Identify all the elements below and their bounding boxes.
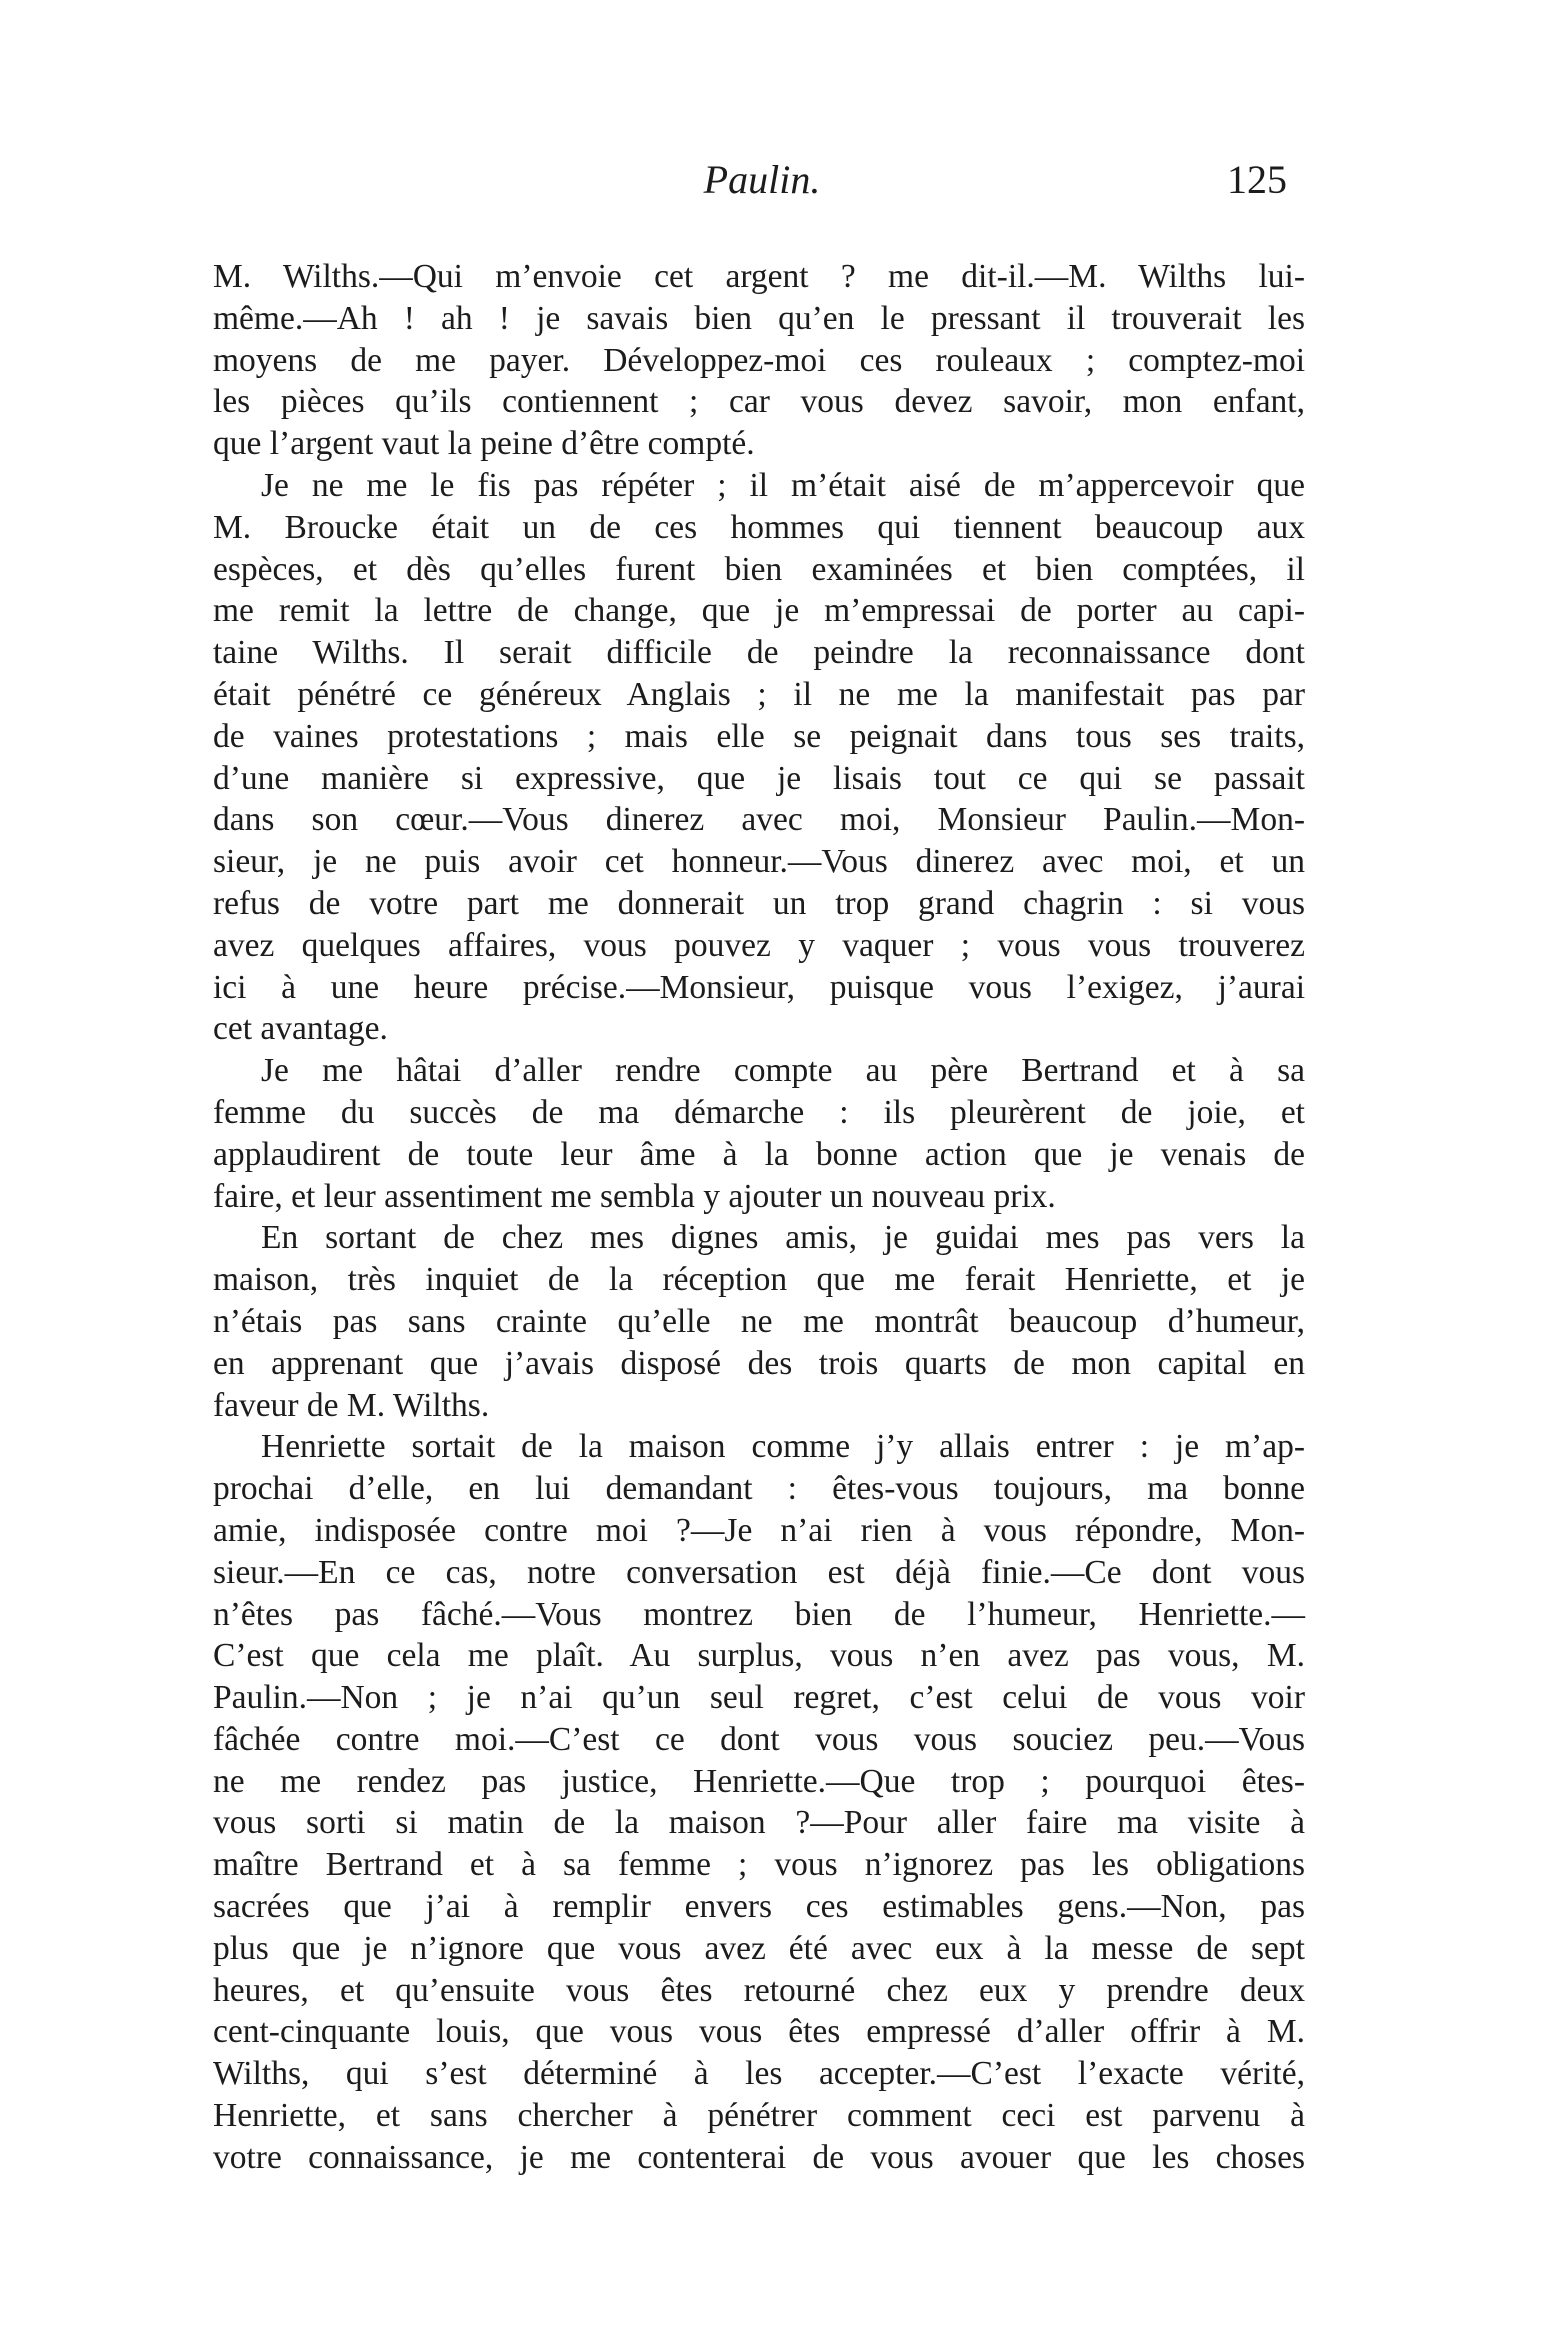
text-line: maître Bertrand et à sa femme ; vous n’ignorez pas les obligations (213, 1846, 1305, 1884)
text-line: vous sorti si matin de la maison ?—Pour aller faire ma visite à (213, 1804, 1305, 1842)
text-line: prochai d’elle, en lui demandant : êtes-vous toujours, ma bonne (213, 1470, 1305, 1508)
text-line: moyens de me payer. Développez-moi ces rouleaux ; comptez-moi (213, 341, 1305, 379)
text-line: M. Wilths.—Qui m’envoie cet argent ? me dit-il.—M. Wilths lui- (213, 258, 1305, 295)
text-line: faveur de M. Wilths. (213, 1386, 490, 1424)
text-line: plus que je n’ignore que vous avez été avec eux à la messe de sept (213, 1929, 1305, 1967)
text-line: Je me hâtai d’aller rendre compte au père Bertrand et à sa (261, 1052, 1305, 1090)
text-line: n’êtes pas fâché.—Vous montrez bien de l’humeur, Henriette.— (213, 1595, 1305, 1633)
text-line: applaudirent de toute leur âme à la bonne action que je venais de (213, 1135, 1305, 1173)
text-line: sacrées que j’ai à remplir envers ces estimables gens.—Non, pas (213, 1888, 1305, 1926)
text-line: les pièces qu’ils contiennent ; car vous devez savoir, mon enfant, (213, 383, 1305, 421)
text-line: votre connaissance, je me contenterai de vous avouer que les choses (213, 2138, 1305, 2176)
text-line: sieur.—En ce cas, notre conversation est déjà finie.—Ce dont vous (213, 1553, 1305, 1591)
text-line: Henriette sortait de la maison comme j’y allais entrer : je m’ap- (261, 1428, 1305, 1466)
text-line: me remit la lettre de change, que je m’empressai de porter au capi- (213, 592, 1305, 630)
text-line: amie, indisposée contre moi ?—Je n’ai rien à vous répondre, Mon- (213, 1511, 1305, 1549)
text-line: heures, et qu’ensuite vous êtes retourné chez eux y prendre deux (213, 1971, 1305, 2009)
text-line: en apprenant que j’avais disposé des trois quarts de mon capital en (213, 1344, 1305, 1382)
text-line: fâchée contre moi.—C’est ce dont vous vous souciez peu.—Vous (213, 1720, 1305, 1758)
running-title: Paulin. (703, 157, 821, 202)
text-line: cet avantage. (213, 1010, 388, 1048)
body-text (213, 256, 1305, 2179)
text-line: espèces, et dès qu’elles furent bien examinées et bien comptées, il (213, 550, 1305, 588)
text-line: même.—Ah ! ah ! je savais bien qu’en le pressant il trouverait les (213, 299, 1305, 337)
text-line: maison, très inquiet de la réception que me ferait Henriette, et je (213, 1261, 1305, 1299)
running-head (237, 150, 1287, 210)
text-line: dans son cœur.—Vous dinerez avec moi, Monsieur Paulin.—Mon- (213, 801, 1305, 839)
text-line: avez quelques affaires, vous pouvez y vaquer ; vous vous trouverez (213, 926, 1305, 964)
text-line: C’est que cela me plaît. Au surplus, vous n’en avez pas vous, M. (213, 1637, 1305, 1675)
text-line: Wilths, qui s’est déterminé à les accepter.—C’est l’exacte vérité, (213, 2055, 1305, 2093)
text-line: ne me rendez pas justice, Henriette.—Que trop ; pourquoi êtes- (213, 1762, 1305, 1800)
text-line: de vaines protestations ; mais elle se peignait dans tous ses traits, (213, 717, 1305, 755)
text-line: M. Broucke était un de ces hommes qui tiennent beaucoup aux (213, 508, 1305, 546)
text-line: Paulin.—Non ; je n’ai qu’un seul regret, c’est celui de vous voir (213, 1679, 1305, 1717)
text-line: ici à une heure précise.—Monsieur, puisque vous l’exigez, j’aurai (213, 968, 1305, 1006)
text-line: que l’argent vaut la peine d’être compté. (213, 425, 755, 463)
text-line: femme du succès de ma démarche : ils pleurèrent de joie, et (213, 1093, 1305, 1131)
text-line: faire, et leur assentiment me sembla y ajouter un nouveau prix. (213, 1177, 1056, 1215)
text-line: Henriette, et sans chercher à pénétrer comment ceci est parvenu à (213, 2097, 1305, 2135)
text-line: Je ne me le fis pas répéter ; il m’était aisé de m’appercevoir que (261, 466, 1305, 504)
text-line: taine Wilths. Il serait difficile de peindre la reconnaissance dont (213, 634, 1305, 672)
page-number: 125 (1227, 157, 1287, 202)
text-line: En sortant de chez mes dignes amis, je guidai mes pas vers la (261, 1219, 1305, 1257)
text-line: cent-cinquante louis, que vous vous êtes empressé d’aller offrir à M. (213, 2013, 1305, 2051)
text-line: d’une manière si expressive, que je lisais tout ce qui se passait (213, 759, 1305, 797)
text-line: sieur, je ne puis avoir cet honneur.—Vous dinerez avec moi, et un (213, 843, 1305, 881)
text-line: n’étais pas sans crainte qu’elle ne me montrât beaucoup d’humeur, (213, 1302, 1305, 1340)
text-line: refus de votre part me donnerait un trop grand chagrin : si vous (213, 884, 1305, 922)
text-line: était pénétré ce généreux Anglais ; il ne me la manifestait pas par (213, 675, 1305, 713)
